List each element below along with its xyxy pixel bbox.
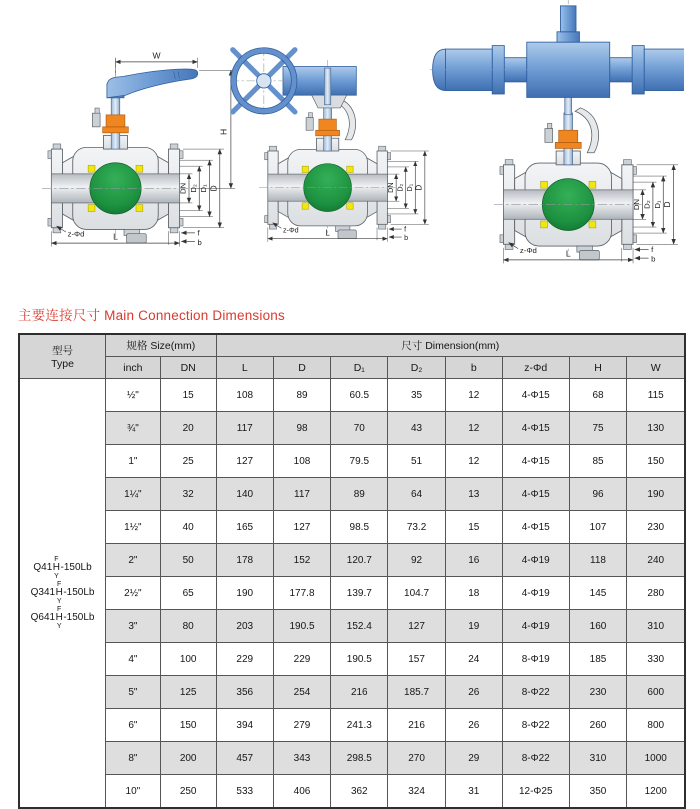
header-col-zphid: z-Φd <box>502 357 569 379</box>
table-row <box>19 643 685 676</box>
table-cell: 24 <box>445 643 502 676</box>
header-col-l: L <box>216 357 273 379</box>
table-cell: 79.5 <box>331 445 388 478</box>
dim-label-d: D <box>414 184 424 191</box>
table-cell: 152.4 <box>331 610 388 643</box>
table-cell: 31 <box>445 775 502 809</box>
table-cell: 145 <box>569 577 627 610</box>
table-cell: ¾" <box>106 412 161 445</box>
table-row <box>19 478 685 511</box>
table-row <box>19 676 685 709</box>
dim-label-d2: D₂ <box>642 200 652 209</box>
table-row <box>19 577 685 610</box>
table-cell: 6" <box>106 709 161 742</box>
dim-label-d2: D₂ <box>396 183 405 192</box>
table-cell: 12 <box>445 379 502 412</box>
dim-label-d2: D₂ <box>188 184 198 193</box>
table-cell: 117 <box>216 412 273 445</box>
table-cell: 98 <box>273 412 330 445</box>
table-cell: 16 <box>445 544 502 577</box>
table-cell: 229 <box>273 643 330 676</box>
table-cell: 127 <box>273 511 330 544</box>
table-cell: 18 <box>445 577 502 610</box>
table-cell: 216 <box>388 709 445 742</box>
table-cell: 80 <box>160 610 216 643</box>
header-row-columns <box>19 357 685 379</box>
table-cell: 394 <box>216 709 273 742</box>
table-cell: 127 <box>216 445 273 478</box>
table-cell: 20 <box>160 412 216 445</box>
table-cell: 43 <box>388 412 445 445</box>
table-row <box>19 544 685 577</box>
table-row <box>19 775 685 809</box>
table-cell: 250 <box>160 775 216 809</box>
table-cell: 4-Φ15 <box>502 379 569 412</box>
table-cell: 185.7 <box>388 676 445 709</box>
table-cell: 279 <box>273 709 330 742</box>
table-cell: 104.7 <box>388 577 445 610</box>
table-cell: 1¼" <box>106 478 161 511</box>
table-cell: 190 <box>627 478 685 511</box>
model-q641: Q641 F H Y -150Lb <box>30 606 95 630</box>
table-cell: 85 <box>569 445 627 478</box>
table-cell: 1" <box>106 445 161 478</box>
dim-label-l: L <box>325 228 330 238</box>
table-cell: 190.5 <box>331 643 388 676</box>
table-cell: 203 <box>216 610 273 643</box>
header-col-inch: inch <box>106 357 161 379</box>
table-cell: 152 <box>273 544 330 577</box>
dim-label-w: W <box>152 50 161 61</box>
dim-label-dn: DN <box>632 198 642 211</box>
dim-label-l: L <box>565 248 571 259</box>
table-cell: 343 <box>273 742 330 775</box>
table-cell: 310 <box>627 610 685 643</box>
table-cell: 60.5 <box>331 379 388 412</box>
table-cell: 117 <box>273 478 330 511</box>
table-cell: 64 <box>388 478 445 511</box>
table-cell: 178 <box>216 544 273 577</box>
dim-label-b: b <box>197 237 202 247</box>
table-cell: 2½" <box>106 577 161 610</box>
table-cell: 8-Φ22 <box>502 676 569 709</box>
table-cell: 8-Φ22 <box>502 742 569 775</box>
header-col-w: W <box>627 357 685 379</box>
table-cell: 229 <box>216 643 273 676</box>
table-cell: 600 <box>627 676 685 709</box>
table-cell: 8" <box>106 742 161 775</box>
table-cell: 4-Φ15 <box>502 478 569 511</box>
table-cell: 125 <box>160 676 216 709</box>
table-cell: 165 <box>216 511 273 544</box>
dim-label-b: b <box>404 234 409 243</box>
table-cell: 270 <box>388 742 445 775</box>
dim-label-d1: D₁ <box>199 184 209 193</box>
table-cell: 139.7 <box>331 577 388 610</box>
table-cell: 15 <box>445 511 502 544</box>
table-cell: 533 <box>216 775 273 809</box>
header-dim-group: 尺寸 Dimension(mm) <box>216 334 685 357</box>
header-col-d2: D₂ <box>388 357 445 379</box>
table-cell: 5" <box>106 676 161 709</box>
table-cell: 157 <box>388 643 445 676</box>
table-cell: 70 <box>331 412 388 445</box>
header-type-zh: 型号 <box>52 345 74 357</box>
table-cell: 51 <box>388 445 445 478</box>
dim-label-zphid: z-Φd <box>519 245 537 255</box>
table-cell: 298.5 <box>331 742 388 775</box>
table-cell: 230 <box>627 511 685 544</box>
dimension-table <box>18 333 686 809</box>
table-cell: 26 <box>445 676 502 709</box>
dim-label-zphid: z-Φd <box>282 226 299 235</box>
dim-label-d1: D₁ <box>406 183 415 192</box>
table-cell: 260 <box>569 709 627 742</box>
table-cell: 108 <box>273 445 330 478</box>
gear-actuator <box>230 47 356 139</box>
dim-label-f: f <box>651 245 654 255</box>
dim-label-l: L <box>113 231 118 242</box>
table-cell: 26 <box>445 709 502 742</box>
table-cell: 68 <box>569 379 627 412</box>
page-title: 主要连接尺寸 Main Connection Dimensions <box>18 308 285 323</box>
dim-label-f: f <box>197 228 200 238</box>
table-cell: 96 <box>569 478 627 511</box>
table-cell: 35 <box>388 379 445 412</box>
table-cell: 457 <box>216 742 273 775</box>
table-cell: 12-Φ25 <box>502 775 569 809</box>
technical-drawings <box>0 0 700 292</box>
table-cell: 15 <box>160 379 216 412</box>
table-cell: 280 <box>627 577 685 610</box>
table-cell: 350 <box>569 775 627 809</box>
table-cell: 65 <box>160 577 216 610</box>
table-cell: 75 <box>569 412 627 445</box>
table-cell: 241.3 <box>331 709 388 742</box>
table-cell: 4-Φ15 <box>502 412 569 445</box>
table-cell: 240 <box>627 544 685 577</box>
table-cell: 190.5 <box>273 610 330 643</box>
table-cell: 118 <box>569 544 627 577</box>
table-cell: 200 <box>160 742 216 775</box>
table-cell: 1200 <box>627 775 685 809</box>
table-cell: 4" <box>106 643 161 676</box>
table-cell: ½" <box>106 379 161 412</box>
header-type-en: Type <box>51 358 74 370</box>
table-cell: 4-Φ15 <box>502 511 569 544</box>
table-cell: 92 <box>388 544 445 577</box>
dim-label-h: H <box>218 128 229 136</box>
table-cell: 324 <box>388 775 445 809</box>
header-col-dn: DN <box>160 357 216 379</box>
table-cell: 330 <box>627 643 685 676</box>
table-cell: 190 <box>216 577 273 610</box>
valve-drawing-gear <box>224 44 436 250</box>
table-row <box>19 379 685 412</box>
table-cell: 4-Φ19 <box>502 544 569 577</box>
table-cell: 185 <box>569 643 627 676</box>
table-cell: 89 <box>331 478 388 511</box>
header-col-h: H <box>569 357 627 379</box>
table-row <box>19 709 685 742</box>
table-cell: 130 <box>627 412 685 445</box>
table-cell: 3" <box>106 610 161 643</box>
dim-label-d: D <box>662 201 673 208</box>
header-row-groups <box>19 334 685 357</box>
table-row <box>19 412 685 445</box>
dim-label-f: f <box>404 225 407 234</box>
table-cell: 216 <box>331 676 388 709</box>
table-cell: 4-Φ15 <box>502 445 569 478</box>
table-cell: 8-Φ19 <box>502 643 569 676</box>
dim-label-b: b <box>651 254 656 264</box>
table-cell: 2" <box>106 544 161 577</box>
table-cell: 89 <box>273 379 330 412</box>
table-cell: 362 <box>331 775 388 809</box>
table-cell: 12 <box>445 412 502 445</box>
table-cell: 127 <box>388 610 445 643</box>
table-cell: 32 <box>160 478 216 511</box>
table-cell: 150 <box>160 709 216 742</box>
header-col-d: D <box>273 357 330 379</box>
table-cell: 1½" <box>106 511 161 544</box>
table-cell: 115 <box>627 379 685 412</box>
table-body <box>19 379 685 809</box>
table-cell: 13 <box>445 478 502 511</box>
table-cell: 98.5 <box>331 511 388 544</box>
valve-drawing-lever <box>30 48 242 257</box>
table-cell: 1000 <box>627 742 685 775</box>
valve-drawing-pneumatic <box>430 0 684 272</box>
lever-handle <box>107 69 198 98</box>
table-cell: 800 <box>627 709 685 742</box>
table-cell: 73.2 <box>388 511 445 544</box>
table-cell: 12 <box>445 445 502 478</box>
header-type <box>19 334 106 379</box>
table-header <box>19 334 685 379</box>
table-row <box>19 445 685 478</box>
table-cell: 4-Φ19 <box>502 577 569 610</box>
table-cell: 107 <box>569 511 627 544</box>
table-row <box>19 511 685 544</box>
model-q41: Q41 F H Y -150Lb <box>33 556 92 580</box>
header-col-d1: D₁ <box>331 357 388 379</box>
table-row <box>19 610 685 643</box>
table-cell: 230 <box>569 676 627 709</box>
table-cell: 29 <box>445 742 502 775</box>
table-cell: 19 <box>445 610 502 643</box>
table-cell: 310 <box>569 742 627 775</box>
type-cell <box>19 379 106 809</box>
dim-label-dn: DN <box>178 182 188 194</box>
table-cell: 406 <box>273 775 330 809</box>
table-cell: 25 <box>160 445 216 478</box>
table-cell: 140 <box>216 478 273 511</box>
dim-label-d: D <box>208 185 219 192</box>
table-cell: 50 <box>160 544 216 577</box>
table-cell: 356 <box>216 676 273 709</box>
table-cell: 10" <box>106 775 161 809</box>
table-cell: 120.7 <box>331 544 388 577</box>
pneumatic-actuator <box>430 6 684 153</box>
table-cell: 177.8 <box>273 577 330 610</box>
table-cell: 8-Φ22 <box>502 709 569 742</box>
dim-label-dn: DN <box>386 182 395 193</box>
table-cell: 150 <box>627 445 685 478</box>
dim-label-d1: D₁ <box>652 200 662 209</box>
model-q341: Q341 F H Y -150Lb <box>30 581 95 605</box>
table-cell: 108 <box>216 379 273 412</box>
dim-label-zphid: z-Φd <box>67 229 85 239</box>
header-col-b: b <box>445 357 502 379</box>
table-cell: 160 <box>569 610 627 643</box>
table-row <box>19 742 685 775</box>
header-size-group: 规格 Size(mm) <box>106 334 217 357</box>
table-cell: 4-Φ19 <box>502 610 569 643</box>
table-cell: 40 <box>160 511 216 544</box>
table-cell: 100 <box>160 643 216 676</box>
table-cell: 254 <box>273 676 330 709</box>
